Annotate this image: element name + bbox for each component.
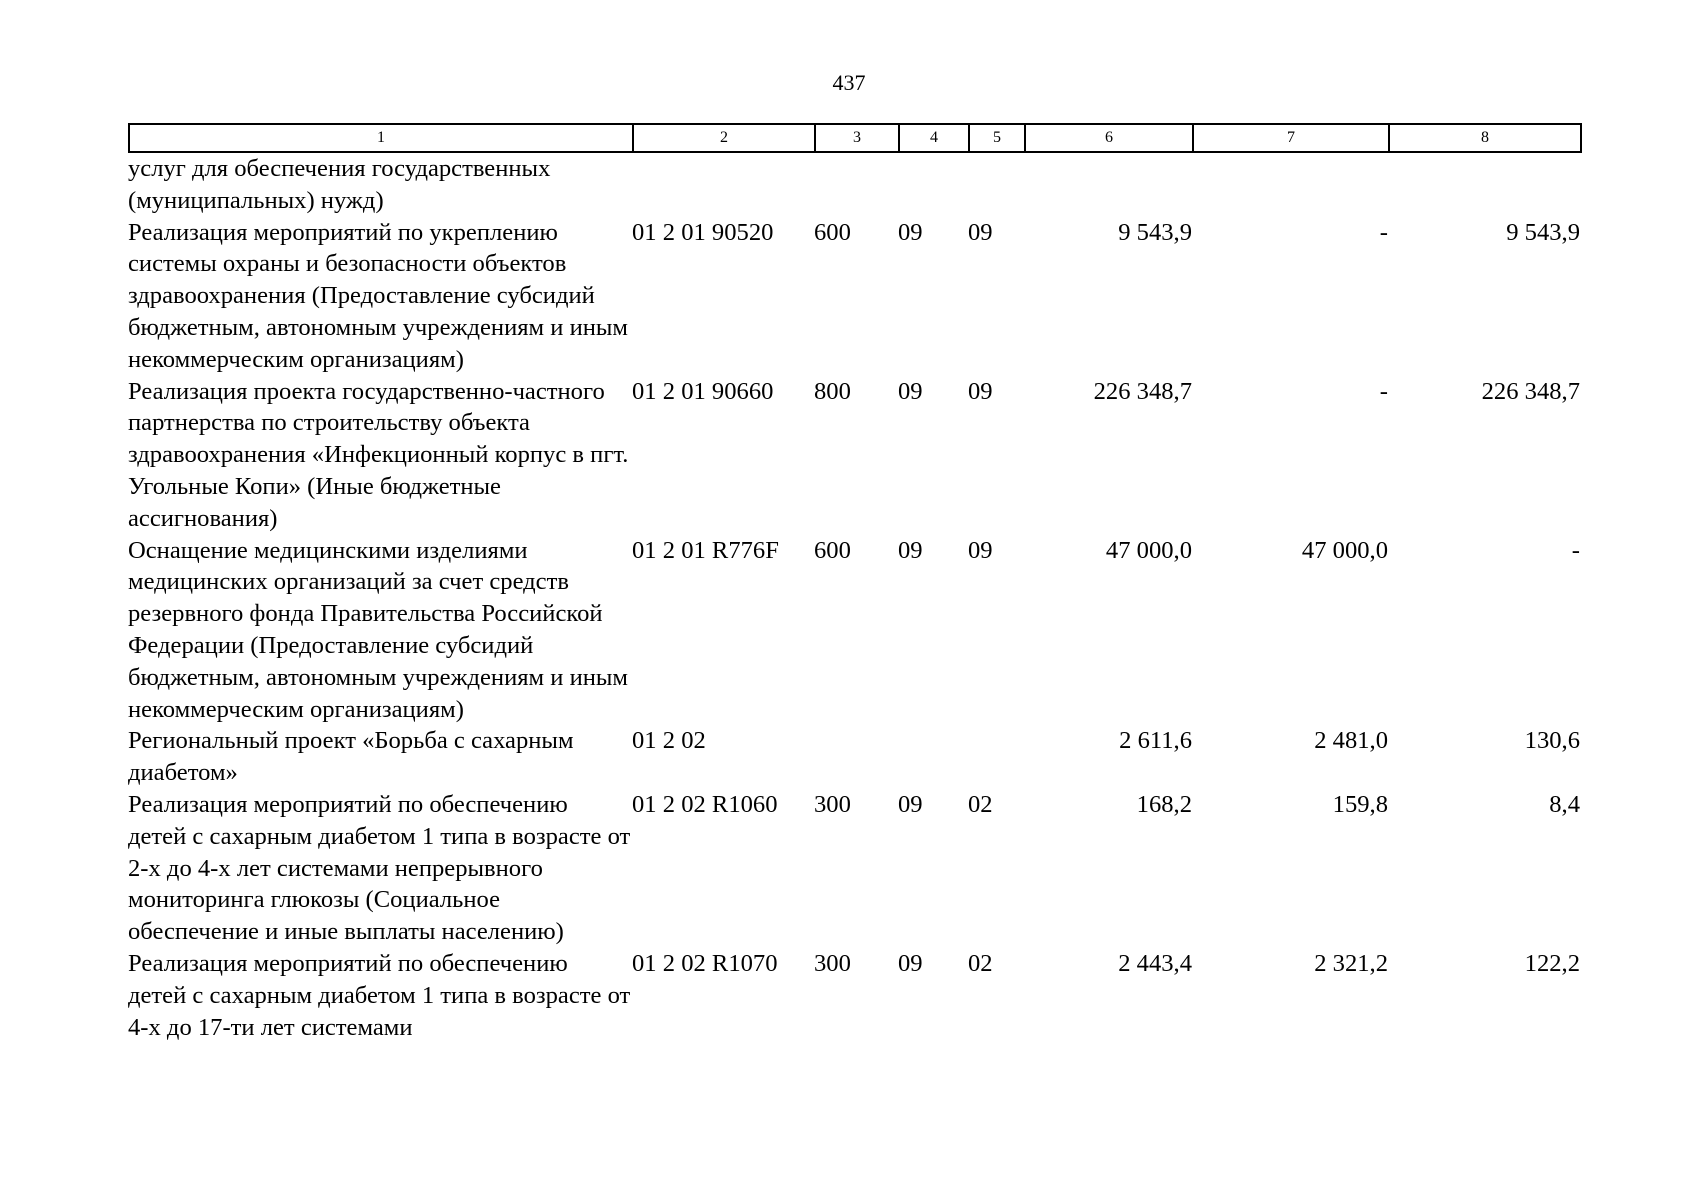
row-federal: 159,8: [1332, 790, 1388, 818]
row-code: 01 2 02 R1070: [632, 949, 778, 977]
row-section: [898, 725, 968, 789]
header-col-3: 3: [815, 124, 899, 152]
row-federal: [1192, 153, 1388, 217]
row-total: 47 000,0: [1105, 536, 1192, 564]
row-expense-type: 300: [814, 790, 851, 818]
row-regional: 9 543,9: [1506, 218, 1580, 246]
table-row: [128, 153, 1580, 217]
table-row: [128, 217, 1580, 376]
row-total: [1024, 153, 1192, 217]
row-federal: -: [1379, 218, 1388, 246]
row-name: Региональный проект «Борьба с сахарным диабетом»: [128, 727, 574, 787]
row-regional: 130,6: [1524, 727, 1580, 755]
row-total: 9 543,9: [1118, 218, 1192, 246]
row-subsection: [968, 153, 1024, 217]
page-number: 437: [832, 70, 866, 95]
header-col-1: 1: [129, 124, 633, 152]
row-code: [632, 153, 814, 217]
row-code: 01 2 01 90520: [632, 218, 774, 246]
row-regional: 226 348,7: [1481, 377, 1580, 405]
row-name: Реализация мероприятий по укреплению системы охраны и безопасности объектов здравоохранения (Предоставление субсидий бюджетным, автономным учреждениям и иным некоммерческим организациям): [128, 218, 628, 373]
header-col-4: 4: [899, 124, 969, 152]
row-name: Реализация мероприятий по обеспечению детей с сахарным диабетом 1 типа в возрасте от 4-х до 17-ти лет системами: [128, 949, 631, 1041]
header-col-8: 8: [1389, 124, 1581, 152]
row-expense-type: 300: [814, 949, 851, 977]
header-col-6: 6: [1025, 124, 1193, 152]
row-subsection: [968, 725, 1024, 789]
row-regional: 122,2: [1524, 949, 1580, 977]
row-federal: 2 321,2: [1314, 949, 1388, 977]
row-subsection: 09: [968, 218, 993, 246]
table-header: [128, 123, 1582, 153]
row-code: 01 2 01 R776F: [632, 536, 779, 564]
row-total: 226 348,7: [1093, 377, 1192, 405]
row-regional: -: [1571, 536, 1580, 564]
row-subsection: 02: [968, 790, 993, 818]
row-federal: 47 000,0: [1301, 536, 1388, 564]
row-code: 01 2 01 90660: [632, 377, 774, 405]
table-row: [128, 376, 1580, 535]
row-section: 09: [898, 790, 923, 818]
row-total: 2 611,6: [1119, 727, 1192, 755]
row-code: 01 2 02: [632, 727, 706, 755]
row-name: услуг для обеспечения государственных (муниципальных) нужд): [128, 155, 551, 214]
row-expense-type: 600: [814, 536, 851, 564]
header-col-7: 7: [1193, 124, 1389, 152]
row-expense-type: [814, 153, 898, 217]
row-section: [898, 153, 968, 217]
budget-table: [128, 153, 1580, 1043]
row-name: Реализация мероприятий по обеспечению детей с сахарным диабетом 1 типа в возрасте от 2-х до 4-х лет системами непрерывного мониторинга глюкозы (Социальное обеспечение и иные выплаты населению): [128, 790, 631, 946]
row-section: 09: [898, 949, 923, 977]
row-federal: 2 481,0: [1314, 727, 1388, 755]
table-row: [128, 789, 1580, 948]
row-name: Реализация проекта государственно-частного партнерства по строительству объекта здравоохранения «Инфекционный корпус в пгт. Угольные Копи» (Иные бюджетные ассигнования): [128, 377, 629, 532]
row-federal: -: [1379, 377, 1388, 405]
header-col-2: 2: [633, 124, 815, 152]
row-expense-type: [814, 725, 898, 789]
row-expense-type: 800: [814, 377, 851, 405]
header-col-5: 5: [969, 124, 1025, 152]
row-total: 168,2: [1136, 790, 1192, 818]
table-row: [128, 725, 1580, 789]
row-regional: 8,4: [1549, 790, 1580, 818]
row-subsection: 09: [968, 377, 993, 405]
row-name: Оснащение медицинскими изделиями медицинских организаций за счет средств резервного фонда Правительства Российской Федерации (Предоставление субсидий бюджетным, автономным учреждениям и иным некоммерческим организациям): [128, 536, 628, 723]
table-row: [128, 535, 1580, 726]
row-expense-type: 600: [814, 218, 851, 246]
row-subsection: 09: [968, 536, 993, 564]
row-subsection: 02: [968, 949, 993, 977]
row-section: 09: [898, 536, 923, 564]
row-code: 01 2 02 R1060: [632, 790, 778, 818]
table-row: [128, 948, 1580, 1043]
row-total: 2 443,4: [1118, 949, 1192, 977]
row-regional: [1388, 153, 1580, 217]
row-section: 09: [898, 218, 923, 246]
row-section: 09: [898, 377, 923, 405]
